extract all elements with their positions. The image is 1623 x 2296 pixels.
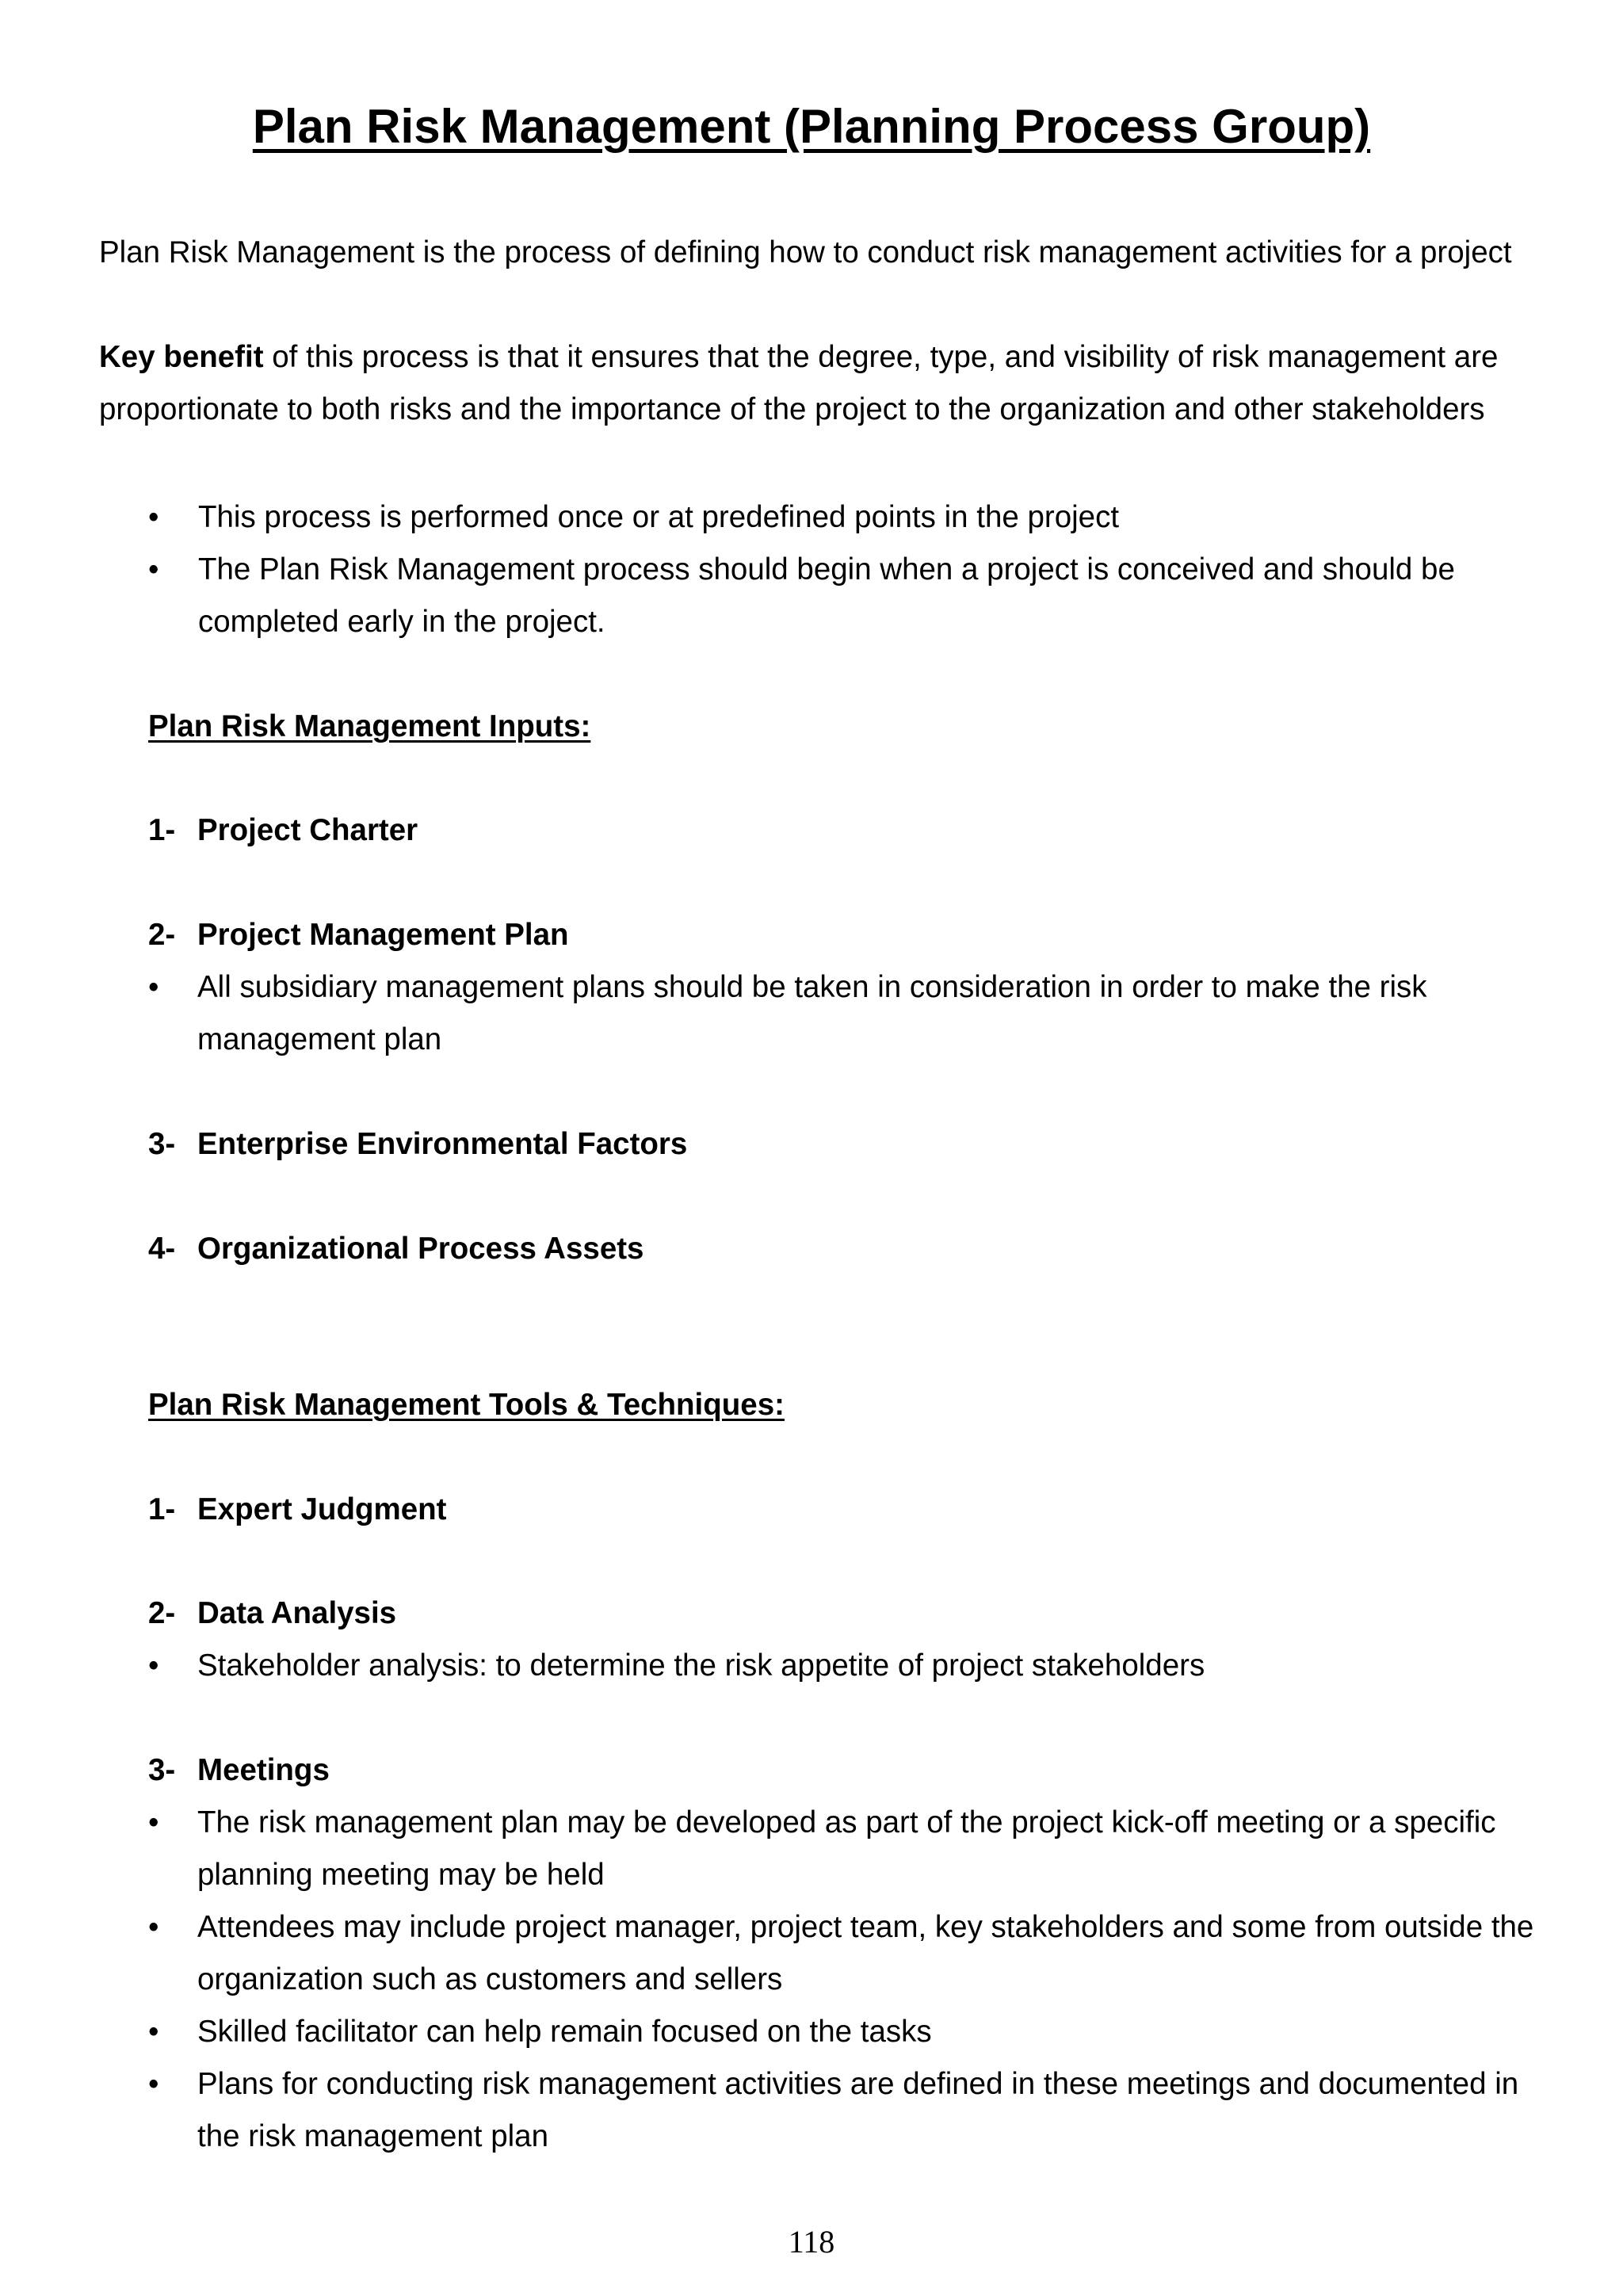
bullet-icon: • [148, 970, 159, 1004]
input-item-organizational-process-assets: 4- Organizational Process Assets [148, 1232, 644, 1266]
tools-heading: Plan Risk Management Tools & Techniques: [148, 1388, 785, 1422]
intro-paragraph: Plan Risk Management is the process of defining how to conduct risk management activities for a project [99, 235, 1512, 269]
list-item: • This process is performed once or at predefined points in the project [99, 491, 1549, 544]
tool-item-expert-judgment: 1- Expert Judgment [148, 1492, 447, 1526]
input-item-enterprise-environmental-factors: 3- Enterprise Environmental Factors [148, 1127, 688, 1161]
key-benefit-label: Key benefit [99, 340, 264, 374]
inputs-heading: Plan Risk Management Inputs: [148, 709, 591, 743]
input-2-bullet-list [148, 961, 1543, 1066]
key-benefit-paragraph [99, 331, 1549, 436]
list-item: • The risk management plan may be developed as part of the project kick-off meeting or a specific planning meeting may be held [148, 1797, 1543, 1901]
list-item: • Attendees may include project manager, project team, key stakeholders and some from outside the organization such as customers and sellers [148, 1901, 1543, 2006]
input-item-project-charter: 1- Project Charter [148, 813, 418, 847]
bullet-icon: • [148, 500, 159, 534]
list-item: • All subsidiary management plans should be taken in consideration in order to make the risk management plan [148, 961, 1543, 1066]
key-benefit-text: of this process is that it ensures that the degree, type, and visibility of risk management are proportionate to both risks and the importance of the project to the organization and other stakeholders [99, 340, 1499, 426]
bullet-icon: • [148, 2015, 159, 2049]
tool-3-bullet-list [148, 1797, 1543, 2163]
list-item: • The Plan Risk Management process should begin when a project is conceived and should be completed early in the project. [99, 544, 1549, 648]
bullet-icon: • [148, 552, 159, 586]
list-item: • Plans for conducting risk management activities are defined in these meetings and documented in the risk management plan [148, 2058, 1543, 2163]
list-item: • Stakeholder analysis: to determine the risk appetite of project stakeholders [148, 1640, 1543, 1692]
bullet-icon: • [148, 1805, 159, 1839]
tool-item-data-analysis: 2- Data Analysis [148, 1596, 397, 1630]
bullet-icon: • [148, 1648, 159, 1683]
bullet-icon: • [148, 1910, 159, 1944]
tool-item-meetings: 3- Meetings [148, 1753, 330, 1787]
bullet-icon: • [148, 2067, 159, 2101]
overview-bullet-list [99, 491, 1549, 648]
page-number: 118 [788, 2224, 835, 2260]
page-title: Plan Risk Management (Planning Process Group) [252, 100, 1371, 153]
list-item: • Skilled facilitator can help remain focused on the tasks [148, 2006, 1543, 2058]
input-item-project-management-plan: 2- Project Management Plan [148, 918, 569, 952]
tool-2-bullet-list [148, 1640, 1543, 1692]
